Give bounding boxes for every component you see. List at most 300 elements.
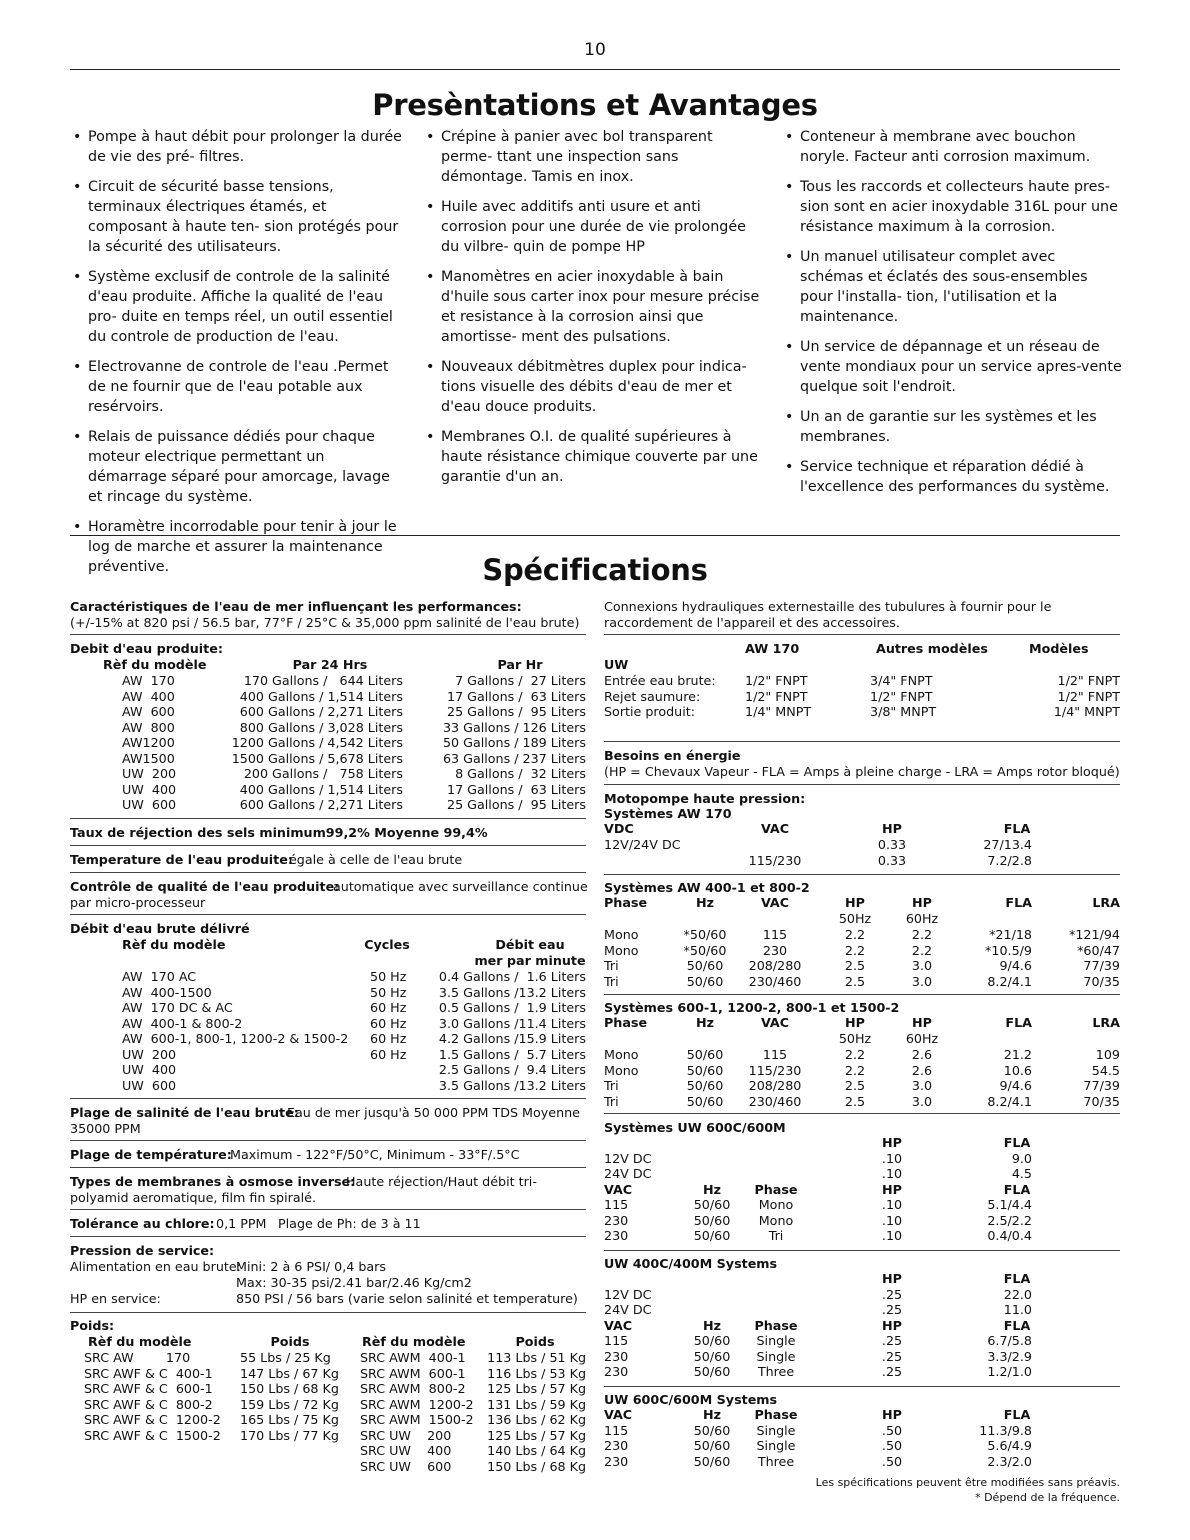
col-header: Modèles — [1029, 641, 1089, 656]
spec-cell: 9.0 — [1011, 1150, 1032, 1166]
spec-cell: 0.4/0.4 — [987, 1228, 1032, 1243]
pressure-feed-min: Mini: 2 à 6 PSI/ 0,4 bars — [236, 1259, 386, 1274]
model-ref: UW 200 — [122, 1046, 177, 1062]
spec-cell: 10.6 — [1003, 1062, 1032, 1078]
flow-hr: 33 Gallons / 126 Liters — [442, 719, 586, 735]
spec-cell: Tri — [604, 973, 619, 989]
spec-cell: 8.2/4.1 — [987, 1093, 1032, 1109]
weight-value: 140 Lbs / 64 Kg — [487, 1443, 586, 1458]
energy-note: (HP = Chevaux Vapeur - FLA = Amps à pleine charge - LRA = Amps rotor bloqué) — [604, 764, 1120, 779]
col-header: AW 170 — [745, 641, 800, 656]
weight-value: 165 Lbs / 75 Kg — [240, 1412, 339, 1427]
model-ref: UW 200 — [122, 766, 177, 781]
flow-hr: 63 Gallons / 237 Liters — [442, 750, 586, 766]
feature-item: • Horamètre incorrodable pour tenir à jour le log de marche et assurer la maintenance préventive. — [70, 517, 406, 577]
col-header: Hz — [702, 1317, 721, 1333]
weight-value: 150 Lbs / 68 Kg — [240, 1381, 339, 1396]
flow-24h: 600 Gallons / 2,271 Liters — [239, 704, 403, 719]
spec-cell: Single — [756, 1333, 796, 1348]
connection-value: 3/4" FNPT — [870, 673, 933, 688]
col-header: Par Hr — [497, 657, 543, 672]
spec-cell: 2.5 — [844, 973, 866, 989]
section-divider — [604, 1386, 1120, 1387]
spec-cell: Mono — [758, 1197, 794, 1212]
spec-cell: 24V DC — [604, 1302, 652, 1317]
col-header: Rèf du modèle — [103, 657, 207, 672]
connection-value: 1/2" FNPT — [745, 673, 808, 688]
flow-24h: 800 Gallons / 3,028 Liters — [239, 719, 403, 735]
spec-cell: 6.7/5.8 — [987, 1333, 1032, 1348]
spec-cell: 22.0 — [1003, 1286, 1032, 1302]
section-divider — [604, 1250, 1120, 1251]
flow-24h: 400 Gallons / 1,514 Liters — [239, 688, 403, 704]
spec-cell: Single — [756, 1422, 796, 1438]
spec-cell: *60/47 — [1077, 942, 1120, 958]
spec-cell: 115/230 — [748, 852, 802, 868]
feature-item: • Manomètres en acier inoxydable à bain d'huile sous carter inox pour mesure précise et resistance à la corrosion ainsi que amortisse- ment des pulsations. — [423, 267, 763, 347]
membrane-value: polyamid aeromatique, film fin spiralé. — [70, 1190, 316, 1205]
quality-value: automatique avec surveillance continue — [333, 879, 588, 894]
feature-item: • Crépine à panier avec bol transparent perme- ttant une inspection sans démontage. Tamis en inox. — [423, 127, 763, 187]
raw-flow: 4.2 Gallons /15.9 Liters — [438, 1031, 586, 1046]
section-divider — [70, 1236, 586, 1237]
weight-model: SRC AWF & C 400-1 — [84, 1365, 213, 1381]
spec-cell: 50/60 — [686, 1047, 724, 1062]
spec-cell: Single — [756, 1348, 796, 1364]
spec-cell: 2.2 — [844, 942, 866, 958]
col-header: FLA — [1005, 1015, 1032, 1030]
salinity-value: Eau de mer jusqu'à 50 000 PPM TDS Moyenne — [287, 1105, 580, 1120]
col-header: HP — [912, 895, 932, 910]
spec-cell: 70/35 — [1083, 973, 1120, 989]
model-ref: AW 170 DC & AC — [122, 1000, 233, 1015]
spec-cell: 230/460 — [748, 1093, 802, 1109]
weight-model: SRC UW 600 — [360, 1458, 452, 1474]
weight-value: 131 Lbs / 59 Kg — [487, 1396, 586, 1412]
spec-cell: 50/60 — [686, 973, 724, 989]
salinity-label: Plage de salinité de l'eau brute: — [70, 1105, 299, 1120]
flow-hr: 50 Gallons / 189 Liters — [442, 735, 586, 750]
section-divider — [70, 1312, 586, 1313]
spec-cell: 230 — [604, 1438, 629, 1453]
spec-cell: 230 — [604, 1212, 629, 1228]
model-ref: AW 400-1500 — [122, 984, 212, 1000]
spec-cell: .25 — [881, 1348, 903, 1364]
spec-cell: 50/60 — [693, 1438, 731, 1453]
perf-title: Caractéristiques de l'eau de mer influençant les performances: — [70, 599, 522, 614]
col-header: Hz — [695, 895, 714, 910]
feature-item: • Circuit de sécurité basse tensions, terminaux électriques étamés, et composant à haute ten- sion protégés pour la sécurité des utilisateurs. — [70, 177, 406, 257]
spec-cell: .25 — [881, 1333, 903, 1348]
model-ref: UW 400 — [122, 1062, 177, 1077]
top-rule — [70, 69, 1120, 70]
model-ref: AW 600 — [122, 704, 175, 719]
spec-cell: 12V DC — [604, 1150, 652, 1166]
col-header: mer par minute — [474, 953, 586, 968]
pressure-feed-max: Max: 30-35 psi/2.41 bar/2.46 Kg/cm2 — [236, 1275, 472, 1290]
raw-flow: 0.4 Gallons / 1.6 Liters — [438, 969, 586, 984]
section-divider — [604, 874, 1120, 875]
spec-cell: 230 — [762, 942, 788, 958]
cycles: 50 Hz — [370, 984, 407, 1000]
spec-cell: 50/60 — [693, 1422, 731, 1438]
spec-cell: Mono — [604, 942, 639, 958]
feature-item: • Huile avec additifs anti usure et anti corrosion pour une durée de vie prolongée du vilbre- quin de pompe HP — [423, 197, 763, 257]
col-header: FLA — [1003, 1407, 1031, 1422]
spec-cell: 3.0 — [911, 1078, 933, 1093]
spec-cell: *21/18 — [989, 927, 1032, 942]
spec-cell: Mono — [604, 1047, 639, 1062]
col-header: FLA — [1003, 1317, 1031, 1333]
spec-cell: 50/60 — [693, 1348, 731, 1364]
system-title: Systèmes 600-1, 1200-2, 800-1 et 1500-2 — [604, 1000, 900, 1015]
spec-cell: 2.5 — [844, 1078, 866, 1093]
spec-cell: 5.1/4.4 — [987, 1197, 1032, 1212]
pressure-hp-value: 850 PSI / 56 bars (varie selon salinité et temperature) — [236, 1291, 578, 1306]
section-divider — [604, 784, 1120, 785]
col-header: LRA — [1092, 1015, 1120, 1030]
spec-cell: 2.2 — [911, 942, 933, 958]
feature-item: • Electrovanne de controle de l'eau .Permet de ne fournir que de l'eau potable aux resérvoirs. — [70, 357, 406, 417]
section-divider — [604, 1113, 1120, 1114]
weight-model: SRC AWM 800-2 — [360, 1381, 466, 1396]
connection-label: Sortie produit: — [604, 704, 695, 719]
weight-model: SRC AWM 600-1 — [360, 1365, 466, 1381]
spec-cell: Mono — [758, 1212, 794, 1228]
spec-cell: 2.2 — [844, 1062, 866, 1078]
connection-value: 3/8" MNPT — [870, 704, 937, 719]
spec-cell: 115 — [604, 1197, 629, 1212]
weight-value: 147 Lbs / 67 Kg — [240, 1365, 339, 1381]
spec-cell: .50 — [881, 1453, 903, 1469]
weight-model: SRC AWM 1500-2 — [360, 1412, 474, 1427]
spec-cell: 2.6 — [911, 1062, 933, 1078]
spec-cell: 3.3/2.9 — [987, 1348, 1032, 1364]
spec-cell: Mono — [604, 1062, 639, 1078]
raw-flow: 3.5 Gallons /13.2 Liters — [438, 984, 586, 1000]
spec-cell: 115/230 — [748, 1062, 802, 1078]
spec-cell: Single — [756, 1438, 796, 1453]
spec-cell: 3.0 — [911, 973, 933, 989]
col-header: Rèf du modèle — [122, 937, 226, 952]
section-divider — [70, 872, 586, 873]
energy-title: Besoins en énergie — [604, 748, 741, 763]
spec-cell: 115 — [604, 1333, 629, 1348]
quality-label: Contrôle de qualité de l'eau produite: — [70, 879, 340, 894]
connections-text: Connexions hydrauliques externestaille des tubulures à fournir pour le raccordement de l'appareil et des accessoires. — [604, 599, 1052, 630]
spec-cell: Tri — [604, 1078, 619, 1093]
col-header: HP — [882, 1271, 902, 1286]
spec-cell: 50/60 — [693, 1333, 731, 1348]
model-ref: AW 170 — [122, 673, 175, 688]
flow-24h: 1200 Gallons / 4,542 Liters — [231, 735, 403, 750]
system-title: UW 400C/400M Systems — [604, 1256, 778, 1271]
col-header: Hz — [702, 1407, 721, 1422]
pressure-title: Pression de service: — [70, 1243, 215, 1258]
hz-subheader: 50Hz — [838, 911, 872, 926]
col-header: Phase — [754, 1181, 798, 1197]
spec-cell: 2.3/2.0 — [987, 1453, 1032, 1469]
spec-cell: 2.5 — [844, 958, 866, 973]
flow-24h: 1500 Gallons / 5,678 Liters — [231, 750, 403, 766]
weight-value: 125 Lbs / 57 Kg — [487, 1381, 586, 1396]
spec-cell: 12V DC — [604, 1286, 652, 1302]
col-header: Phase — [604, 895, 648, 910]
spec-cell: 230 — [604, 1348, 629, 1364]
weight-model: SRC AWF & C 1500-2 — [84, 1427, 221, 1443]
flow-hr: 25 Gallons / 95 Liters — [447, 797, 586, 812]
col-header: Phase — [754, 1407, 798, 1422]
connection-label: Entrée eau brute: — [604, 673, 716, 688]
connection-value: 1/4" MNPT — [745, 704, 812, 719]
model-ref: UW 400 — [122, 781, 177, 797]
col-header: VAC — [604, 1407, 633, 1422]
col-header: HP — [882, 1181, 902, 1197]
weight-model: SRC UW 400 — [360, 1443, 452, 1458]
section-divider — [70, 845, 586, 846]
spec-cell: 3.0 — [911, 958, 933, 973]
temp-label: Temperature de l'eau produite: — [70, 852, 293, 867]
spec-cell: Tri — [768, 1228, 784, 1243]
spec-cell: 50/60 — [693, 1212, 731, 1228]
raw-flow: 1.5 Gallons / 5.7 Liters — [438, 1046, 586, 1062]
spec-cell: 9/4.6 — [999, 1078, 1032, 1093]
spec-cell: 5.6/4.9 — [987, 1438, 1032, 1453]
cycles: 60 Hz — [370, 1015, 407, 1031]
spec-cell: 11.3/9.8 — [979, 1422, 1032, 1438]
flow-24h: 400 Gallons / 1,514 Liters — [239, 781, 403, 797]
raw-flow: 0.5 Gallons / 1.9 Liters — [438, 1000, 586, 1015]
col-header: VAC — [604, 1181, 633, 1197]
model-ref: AW 170 AC — [122, 969, 197, 984]
col-header: Cycles — [364, 937, 410, 952]
weight-model: SRC UW 200 — [360, 1427, 452, 1443]
spec-cell: 27/13.4 — [983, 837, 1032, 852]
weight-value: 159 Lbs / 72 Kg — [240, 1396, 339, 1412]
spec-cell: 230/460 — [748, 973, 802, 989]
weight-value: 125 Lbs / 57 Kg — [487, 1427, 586, 1443]
col-header: HP — [912, 1015, 932, 1030]
debit-title: Debit d'eau produite: — [70, 641, 223, 656]
flow-hr: 7 Gallons / 27 Liters — [455, 673, 586, 688]
col-header: FLA — [1003, 1271, 1031, 1286]
spec-cell: .50 — [881, 1438, 903, 1453]
col-header: Poids — [515, 1334, 555, 1349]
spec-cell: 2.2 — [911, 927, 933, 942]
chlorine-value: 0,1 PPM — [216, 1216, 267, 1231]
model-ref: UW 600 — [122, 1077, 177, 1093]
weight-model: SRC AWF & C 1200-2 — [84, 1412, 221, 1427]
spec-cell: 115 — [762, 927, 788, 942]
spec-cell: 0.33 — [877, 837, 907, 852]
spec-cell: 208/280 — [748, 1078, 802, 1093]
weight-value: 55 Lbs / 25 Kg — [240, 1350, 331, 1365]
temp-range-label: Plage de température: — [70, 1147, 232, 1162]
col-header: VDC — [604, 821, 634, 836]
spec-cell: .10 — [881, 1212, 903, 1228]
col-header: HP — [845, 1015, 865, 1030]
feature-item: • Un manuel utilisateur complet avec schémas et éclatés des sous-ensembles pour l'installa- tion, l'utilisation et la maintenance. — [782, 247, 1122, 327]
cycles: 60 Hz — [370, 1031, 407, 1046]
spec-cell: 2.2 — [844, 1047, 866, 1062]
section-divider — [70, 818, 586, 819]
spec-cell: .10 — [881, 1197, 903, 1212]
model-ref: AW1200 — [122, 735, 175, 750]
hz-subheader: 50Hz — [838, 1031, 872, 1046]
col-header: HP — [882, 821, 902, 836]
spec-cell: 7.2/2.8 — [987, 852, 1032, 868]
col-header: Hz — [695, 1015, 714, 1030]
section-divider — [70, 1209, 586, 1210]
model-ref: AW 600-1, 800-1, 1200-2 & 1500-2 — [122, 1031, 349, 1046]
features-column-2 — [423, 127, 763, 497]
feature-item: • Conteneur à membrane avec bouchon noryle. Facteur anti corrosion maximum. — [782, 127, 1122, 167]
col-header: HP — [845, 895, 865, 910]
feature-item: • Système exclusif de controle de la salinité d'eau produite. Affiche la qualité de l'eau pro- duite en temps réel, un outil essentiel du controle de production de l'eau. — [70, 267, 406, 347]
spec-cell: 230 — [604, 1453, 629, 1469]
section-divider — [604, 994, 1120, 995]
feature-item: • Membranes O.I. de qualité supérieures à haute résistance chimique couverte par une garantie d'un an. — [423, 427, 763, 487]
model-ref: AW 800 — [122, 719, 175, 735]
feature-item: • Tous les raccords et collecteurs haute pres- sion sont en acier inoxydable 316L pour une résistance maximum à la corrosion. — [782, 177, 1122, 237]
aw170-title: Systèmes AW 170 — [604, 806, 732, 821]
weight-value: 170 Lbs / 77 Kg — [240, 1427, 339, 1443]
spec-cell: 109 — [1095, 1047, 1120, 1062]
spec-cell: *50/60 — [683, 942, 727, 958]
spec-cell: .25 — [881, 1364, 903, 1379]
features-column-3 — [782, 127, 1122, 507]
spec-cell: 230 — [604, 1364, 629, 1379]
weight-value: 136 Lbs / 62 Kg — [487, 1412, 586, 1427]
spec-cell: 4.5 — [1011, 1166, 1032, 1181]
spec-cell: .25 — [881, 1302, 903, 1317]
features-bottom-rule — [70, 535, 1120, 536]
membrane-value: Haute réjection/Haut débit tri- — [346, 1174, 537, 1189]
ph-value: Plage de Ph: de 3 à 11 — [278, 1216, 421, 1231]
feature-item: • Un service de dépannage et un réseau de vente mondiaux pour un service apres-vente quelque soit l'endroit. — [782, 337, 1122, 397]
spec-cell: .25 — [881, 1286, 903, 1302]
system-title: Systèmes AW 400-1 et 800-2 — [604, 880, 810, 895]
temp-range-value: Maximum - 122°F/50°C, Minimum - 33°F/.5°C — [230, 1147, 520, 1162]
cycles: 60 Hz — [370, 1000, 407, 1015]
spec-cell: 2.6 — [911, 1047, 933, 1062]
spec-cell: 230 — [604, 1228, 629, 1243]
weight-model: SRC AWF & C 800-2 — [84, 1396, 213, 1412]
spec-cell: 8.2/4.1 — [987, 973, 1032, 989]
col-header: LRA — [1092, 895, 1120, 910]
page-number: 10 — [584, 40, 606, 60]
motor-title: Motopompe haute pression: — [604, 791, 806, 806]
weight-model: SRC AW 170 — [84, 1350, 191, 1365]
feature-item: • Un an de garantie sur les systèmes et les membranes. — [782, 407, 1122, 447]
connection-label: Rejet saumure: — [604, 688, 701, 704]
spec-cell: 24V DC — [604, 1166, 652, 1181]
spec-cell: Three — [757, 1364, 795, 1379]
spec-cell: Mono — [604, 927, 639, 942]
col-header: HP — [882, 1317, 902, 1333]
col-header: Rèf du modèle — [362, 1334, 466, 1349]
spec-cell: 54.5 — [1091, 1062, 1120, 1078]
col-header: VAC — [760, 1015, 790, 1030]
spec-cell: .10 — [881, 1228, 903, 1243]
section-divider — [70, 1098, 586, 1099]
spec-cell: 115 — [604, 1422, 629, 1438]
spec-cell: .10 — [881, 1166, 903, 1181]
spec-cell: 21.2 — [1003, 1047, 1032, 1062]
features-title: Presèntations et Avantages — [372, 88, 818, 122]
feature-item: • Pompe à haut débit pour prolonger la durée de vie des pré- filtres. — [70, 127, 406, 167]
features-column-1 — [70, 127, 406, 587]
weight-model: SRC AWM 400-1 — [360, 1350, 466, 1365]
spec-cell: 1.2/1.0 — [987, 1364, 1032, 1379]
spec-cell: 50/60 — [686, 1093, 724, 1109]
spec-cell: 77/39 — [1083, 1078, 1120, 1093]
flow-24h: 200 Gallons / 758 Liters — [243, 766, 403, 781]
feature-item: • Service technique et réparation dédié à l'excellence des performances du système. — [782, 457, 1122, 497]
col-header: FLA — [1003, 1181, 1031, 1197]
model-ref: AW1500 — [122, 750, 175, 766]
spec-cell: 0.33 — [877, 852, 907, 868]
spec-cell: .10 — [881, 1150, 903, 1166]
temp-value: égale à celle de l'eau brute — [289, 852, 463, 867]
spec-cell: 50/60 — [693, 1453, 731, 1469]
col-header: Débit eau — [495, 937, 565, 952]
rejection-rate: Taux de réjection des sels minimum99,2% Moyenne 99,4% — [70, 825, 488, 840]
section-divider — [70, 1167, 586, 1168]
spec-cell: 77/39 — [1083, 958, 1120, 973]
spec-cell: Tri — [604, 1093, 619, 1109]
weight-value: 150 Lbs / 68 Kg — [487, 1458, 586, 1474]
spec-cell: 208/280 — [748, 958, 802, 973]
connection-value: 1/2" FNPT — [1057, 688, 1120, 704]
col-header: VAC — [760, 895, 790, 910]
salinity-value: 35000 PPM — [70, 1121, 141, 1136]
system-title: UW 600C/600M Systems — [604, 1392, 778, 1407]
model-ref: AW 400-1 & 800-2 — [122, 1015, 243, 1031]
spec-cell: 2.5/2.2 — [987, 1212, 1032, 1228]
weight-model: SRC AWM 1200-2 — [360, 1396, 474, 1412]
model-ref: UW 600 — [122, 797, 177, 812]
weight-value: 113 Lbs / 51 Kg — [487, 1350, 586, 1365]
col-header: VAC — [604, 1317, 633, 1333]
weights-title: Poids: — [70, 1318, 115, 1333]
specifications-title: Spécifications — [482, 553, 708, 587]
connection-value: 1/2" FNPT — [1057, 673, 1120, 688]
col-header: Phase — [754, 1317, 798, 1333]
flow-hr: 17 Gallons / 63 Liters — [447, 781, 586, 797]
col-header: Poids — [270, 1334, 310, 1349]
col-header: UW — [604, 657, 629, 672]
spec-cell: 11.0 — [1003, 1302, 1032, 1317]
footnote-disclaimer: Les spécifications peuvent être modifiées sans préavis. — [815, 1476, 1120, 1489]
raw-flow: 2.5 Gallons / 9.4 Liters — [438, 1062, 586, 1077]
spec-cell: 12V/24V DC — [604, 837, 681, 852]
chlorine-label: Tolérance au chlore: — [70, 1216, 215, 1231]
col-header: FLA — [1005, 895, 1032, 910]
spec-cell: .50 — [881, 1422, 903, 1438]
raw-flow: 3.0 Gallons /11.4 Liters — [438, 1015, 586, 1031]
col-header: Phase — [604, 1015, 648, 1030]
section-divider — [70, 914, 586, 915]
spec-cell: 50/60 — [693, 1197, 731, 1212]
col-header: Hz — [702, 1181, 721, 1197]
section-divider — [604, 741, 1120, 742]
cycles: 50 Hz — [370, 969, 407, 984]
section-divider — [604, 634, 1120, 635]
section-divider — [70, 634, 586, 635]
spec-cell: 50/60 — [686, 958, 724, 973]
flow-24h: 600 Gallons / 2,271 Liters — [239, 797, 403, 812]
